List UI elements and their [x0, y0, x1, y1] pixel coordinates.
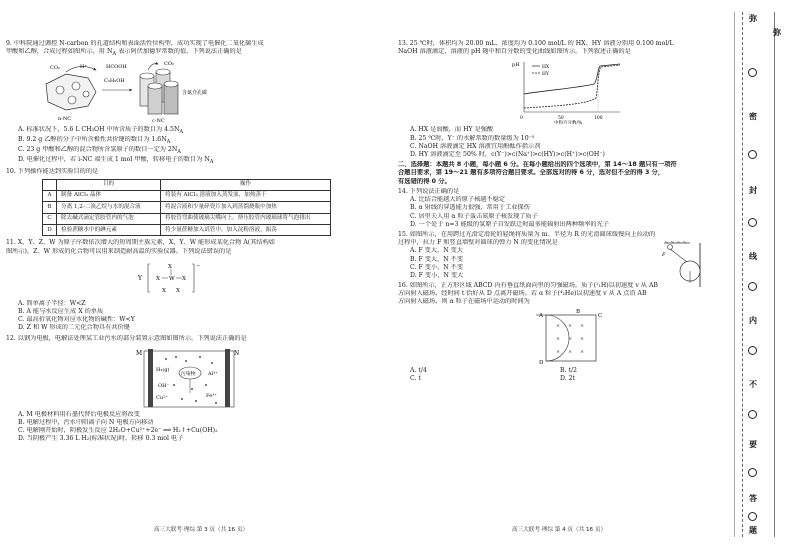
- section-2-instructions: [398, 161, 723, 186]
- mesoporous-carbon-label: 含氮介孔碳: [182, 90, 208, 97]
- q9-stem-line2: 甲酸和乙醇，合成过程如图所示。用 $N_A$ 表示阿伏加德罗常数的值，下列说法正确的是: [6, 48, 242, 58]
- binding-char: 答: [749, 494, 757, 503]
- x-axis-label: 中和百分数/%: [554, 121, 583, 125]
- binding-char: 封: [749, 186, 757, 195]
- table-cell: 将少量蔗糖加入试管中，加入淀粉溶液，振荡: [161, 225, 331, 236]
- pollutant-label: 污染物: [181, 371, 196, 377]
- table-cell: 分离 1,2-二溴乙烷与水的混合液: [57, 202, 161, 213]
- q10-table: [42, 179, 331, 237]
- table-row: [43, 202, 331, 213]
- svg-text:X: X: [156, 275, 160, 282]
- titration-curve-chart: [508, 58, 628, 124]
- binding-circle: [748, 218, 757, 227]
- q16-options-row2: [398, 375, 723, 383]
- q10-stem: 10. 下列操作能达到实验目的的是: [6, 168, 99, 176]
- binding-circle: [748, 68, 757, 77]
- q9-stem-line1: 9. 中科院通过调控 N-carbon 的孔道结构和表面活性位构型，成功实现了电催化二氧化碳生成: [6, 40, 264, 47]
- q9-option-c: C. 23 g 甲酸和乙醇的混合物所含氢原子的数目一定为 $2N_A$: [18, 146, 182, 156]
- q12-option-d: D. 当阴极产生 3.36 L H₂(标准状况)时，转移 0.3 mol 电子: [18, 435, 184, 443]
- q14-option-c: C. 居里夫人用 α 粒子轰击氮原子核发现了质子: [410, 212, 538, 220]
- q14-option-d: D. 一个处于 n=3 能级的氢原子自发跃迁时最多能辐射出两种频率的光子: [410, 220, 609, 228]
- binding-outer-line: [774, 12, 775, 537]
- svg-text:×: ×: [580, 322, 585, 329]
- table-cell: D: [43, 225, 57, 236]
- question-11: [6, 239, 378, 332]
- origin-tick: 0: [520, 116, 523, 122]
- table-cell: 制备 AlCl₃ 晶体: [57, 190, 161, 201]
- force-f-label: F: [662, 251, 666, 258]
- section-2-line3: 有选错的得 0 分。: [398, 177, 451, 185]
- co2-label-right: CO₂: [164, 61, 174, 68]
- table-cell: B: [43, 202, 57, 213]
- corner-c: C: [598, 312, 603, 319]
- q15-stem-line2: 过程中，拉力 F 和竖直墙壁对圆球的弹力 N 的变化情况是: [398, 239, 558, 247]
- table-cell: C: [43, 213, 57, 224]
- q13-option-a: A. HX 是弱酸，而 HY 是强酸: [410, 126, 494, 134]
- binding-circle: [748, 150, 757, 159]
- binding-char: 不: [749, 380, 757, 389]
- q16-stem-line1: 16. 如图所示，正方形区域 ABCD 内有垂直纸面向里的匀强磁场。质子(¹₁H)以初速度 v 从 AB: [398, 282, 658, 290]
- right-column: [398, 40, 723, 385]
- table-cell: 将混合液和少量碎瓷片加入到蒸馏烧瓶中加热: [161, 202, 331, 213]
- electrolysis-cell-diagram: [126, 345, 256, 409]
- q16-stem-line2: 方向射入磁场，经时间 t 恰好从 D 点离开磁场。若 α 粒子(⁴₂He)以初速度 v 从 A 点沿 AB: [398, 290, 647, 298]
- compound-a-structure: [136, 258, 256, 298]
- tick-100: 100: [594, 116, 603, 122]
- question-9: [6, 40, 378, 166]
- binding-dashed-line: [742, 12, 743, 537]
- hx-curve: [524, 64, 620, 94]
- table-row: [43, 190, 331, 201]
- binding-char: 线: [749, 252, 757, 261]
- hydroxide-label: OH⁻: [158, 382, 170, 389]
- svg-text:−: −: [196, 262, 201, 269]
- carbon-structure-diagram: [36, 60, 276, 124]
- q13-option-d: D. HY 溶液滴定至 50% 时，c(Y⁻)>c(Na⁺)>c(HY)>c(H⁺)>c(OH⁻): [410, 150, 605, 158]
- q15-option-a: A. F 变大，N 变大: [410, 247, 463, 255]
- binding-char: 密: [749, 112, 757, 121]
- table-cell: 将装有 AlCl₃ 溶液加入蒸发皿，加热蒸干: [161, 190, 331, 201]
- svg-text:×: ×: [556, 348, 561, 355]
- legend-hy: HY: [542, 72, 549, 78]
- aluminium-ion-label: Al³⁺: [208, 370, 218, 377]
- svg-text:×: ×: [580, 335, 585, 342]
- table-cell: A: [43, 190, 57, 201]
- q14-option-a: A. 比结合能越大的原子核越不稳定: [410, 196, 506, 204]
- svg-text:×: ×: [556, 335, 561, 342]
- hy-curve: [524, 65, 620, 108]
- svg-text:Y: Y: [138, 274, 142, 282]
- q14-stem: 14. 下列说法正确的是: [398, 188, 460, 196]
- svg-text:X: X: [182, 275, 186, 282]
- binding-top-char: 弥: [749, 14, 757, 23]
- corner-b: B: [576, 308, 581, 315]
- nnc-label: n-NC: [58, 116, 72, 123]
- q16-option-c: C. t: [410, 374, 421, 382]
- q11-option-d: D. Z 和 W 形成的二元化合物具有共价键: [18, 324, 130, 332]
- q16-option-b: B. t/2: [560, 366, 577, 374]
- q12-figure: [126, 345, 256, 409]
- co2-label-left: CO₂: [50, 65, 60, 72]
- binding-circle: [748, 512, 757, 521]
- corner-a: A: [539, 312, 543, 319]
- left-column: [6, 40, 378, 446]
- page-footer-left: 高三大联考·理综 第 3 页（共 16 页）: [154, 527, 249, 533]
- q13-stem-line1: 13. 25 ℃时，体积均为 20.00 mL、浓度均为 0.100 mol/L 的 HX、HY 溶液分别用 0.100 mol/L: [398, 40, 674, 47]
- table-row: [43, 213, 331, 224]
- h2-label: H₂(g): [156, 366, 170, 373]
- hcooh-label: HCOOH: [106, 64, 127, 71]
- table-header-cell: 目的: [57, 179, 161, 190]
- binding-char: 要: [749, 440, 757, 449]
- question-12: [6, 335, 378, 444]
- ph-axis-label: pH: [512, 62, 520, 69]
- question-10: [6, 168, 378, 236]
- svg-text:×: ×: [580, 348, 585, 355]
- q16-option-d: D. 2t: [560, 374, 576, 382]
- proton-label: H⁺: [80, 64, 87, 71]
- q11-stem-line2: 图所示)，Z、W 形成的化合物可以用来制造耐高温的实验仪器。下列说法错误的是: [6, 247, 232, 255]
- q16-options-row1: [398, 367, 723, 375]
- table-header-cell: 操作: [161, 179, 331, 190]
- binding-circle: [748, 346, 757, 355]
- binding-char: 内: [749, 316, 757, 325]
- q11-option-c: C. 最高价氧化物对应水化物的碱性：W<Y: [18, 316, 135, 324]
- question-14: [398, 188, 723, 229]
- binding-circle: [748, 282, 757, 291]
- q11-option-b: B. A 能与水反应生成 X 的单质: [18, 308, 104, 316]
- q9-figure: [36, 60, 276, 124]
- q9-d-text: D. 电催化过程中，若 i-NC 端生成 1 mol 甲酸，转移电子的数目为 N: [18, 156, 210, 164]
- binding-margin-line: [734, 12, 735, 537]
- q9-a-text: A. 标准状况下，5.6 L CH₃OH 中所含质子的数目为 4.5N: [18, 126, 180, 134]
- table-cell: 检验蔗糖水中的碘元素: [57, 225, 161, 236]
- q15-option-b: B. F 变大，N 不变: [410, 255, 464, 263]
- section-2-line2: 合题目要求，第 19～21 题有多项符合题目要求。全部选对的得 6 分，选对但不全的得 3 分，: [398, 169, 665, 177]
- q15-option-c: C. F 变小，N 不变: [410, 263, 464, 271]
- svg-text:×: ×: [568, 335, 573, 342]
- q13-stem-line2: NaOH 溶液滴定，溶液的 pH 随中和百分数的变化曲线如图所示。下列叙述正确的是: [398, 48, 631, 56]
- q13-chart: [508, 58, 628, 124]
- tick-50: 50: [558, 116, 564, 122]
- q11-structure: [136, 258, 256, 298]
- binding-top-char: 弥: [773, 28, 781, 37]
- q15-stem-line1: 15. 如图所示，在用跨过光滑定滑轮的轻绳将质量为 m、半径为 R 的光滑圆球缓慢向上拉动的: [398, 230, 656, 238]
- svg-text:W: W: [169, 275, 175, 282]
- q13-option-b: B. 25 ℃时，Y⁻ 的水解常数的数量级为 10⁻⁵: [410, 134, 535, 142]
- question-16: [398, 282, 723, 383]
- table-header-row: [43, 179, 331, 190]
- q9-option-d: D. 电催化过程中，若 i-NC 端生成 1 mol 甲酸，转移电子的数目为 $N_A$: [18, 156, 214, 166]
- q9-stem-b: 表示阿伏加德罗常数的值，下列说法正确的是: [116, 48, 242, 56]
- electrode-n-label: N: [234, 349, 240, 357]
- q12-option-b: B. 电解过程中，污水中阳离子向 N 电极方向移动: [18, 418, 154, 426]
- q9-c-text: C. 23 g 甲酸和乙醇的混合物所含氢原子的数目一定为 2N: [18, 146, 178, 154]
- svg-text:×: ×: [568, 322, 573, 329]
- section-2-line1: 二、选择题：本题共 8 小题，每小题 6 分。在每小题给出的四个选项中，第 14～18 题只有一项符: [398, 161, 677, 169]
- q12-option-c: C. 电解刚开始时，阴极发生反应 2H₂O+Cu²⁺+2e⁻ ══ H₂↑+Cu(OH)₂: [18, 427, 218, 435]
- iron-ion-label: Fe³⁺: [206, 392, 217, 399]
- corner-d: D: [539, 359, 544, 365]
- question-13: [398, 40, 723, 159]
- table-header-cell: [43, 179, 57, 190]
- q12-option-a: A. M 电极材料用石墨代替后电极反应将改变: [18, 410, 140, 418]
- q12-stem: 12. 以钢为电极，电解法处理某工业污水的部分装置示意图如图所示。下列说法正确的是: [6, 334, 247, 342]
- electrode-m-label: M: [136, 349, 143, 357]
- binding-circle: [748, 410, 757, 419]
- svg-text:X: X: [162, 287, 166, 294]
- q13-option-c: C. NaOH 溶液滴定 HX 溶液宜用酚酞作指示剂: [410, 142, 541, 150]
- copper-ion-label: Cu²⁺: [156, 394, 168, 401]
- binding-char: 题: [749, 526, 757, 535]
- legend-hx: HX: [542, 65, 550, 71]
- q9-option-b: B. 9.2 g 乙醇的分子中所含极性共价键的数目为 $1.6N_A$: [18, 136, 171, 146]
- q9-stem-a: 甲酸和乙醇，合成过程如图所示。用 N: [6, 48, 113, 56]
- page-footer-right: 高三大联考·理综 第 4 页（共 16 页）: [512, 527, 607, 533]
- q11-option-a: A. 简单离子半径：W<Z: [18, 299, 86, 307]
- table-cell: 将胶管弯曲使玻璃尖嘴向上，挤压胶管内玻璃球将气泡排出: [161, 213, 331, 224]
- q11-stem-line1: 11. X、Y、Z、W 为原子序数依次增大的短周期主族元素，X、Y、W 能形成某化合物 A(其结构如: [6, 239, 275, 247]
- table-cell: 除去碱式滴定管胶管内的气泡: [57, 213, 161, 224]
- pulley-ball-diagram: [660, 241, 710, 287]
- ethanol-label: C₂H₅OH: [104, 78, 125, 85]
- svg-text:X: X: [176, 287, 180, 294]
- svg-text:×: ×: [556, 322, 561, 329]
- svg-text:×: ×: [568, 348, 573, 355]
- q16-figure: [534, 309, 624, 365]
- svg-text:X: X: [168, 263, 172, 270]
- q16-stem-line3: 方向射入磁场，则 α 粒子在磁场中运动的时间为: [398, 298, 530, 306]
- question-15: [398, 231, 723, 280]
- q15-option-d: D. F 变小，N 变大: [410, 271, 464, 279]
- q9-option-a: A. 标准状况下，5.6 L CH₃OH 中所含质子的数目为 $4.5N_A$: [18, 126, 184, 136]
- table-row: [43, 225, 331, 236]
- q9-b-text: B. 9.2 g 乙醇的分子中所含极性共价键的数目为 1.6N: [18, 136, 167, 144]
- magnetic-field-square: [534, 309, 624, 365]
- q14-option-b: B. α 射线的穿透能力很强，常用于工业探伤: [410, 204, 530, 212]
- cnc-label: c-NC: [152, 118, 165, 125]
- binding-circle: [748, 468, 757, 477]
- q16-option-a: A. t/4: [410, 366, 427, 374]
